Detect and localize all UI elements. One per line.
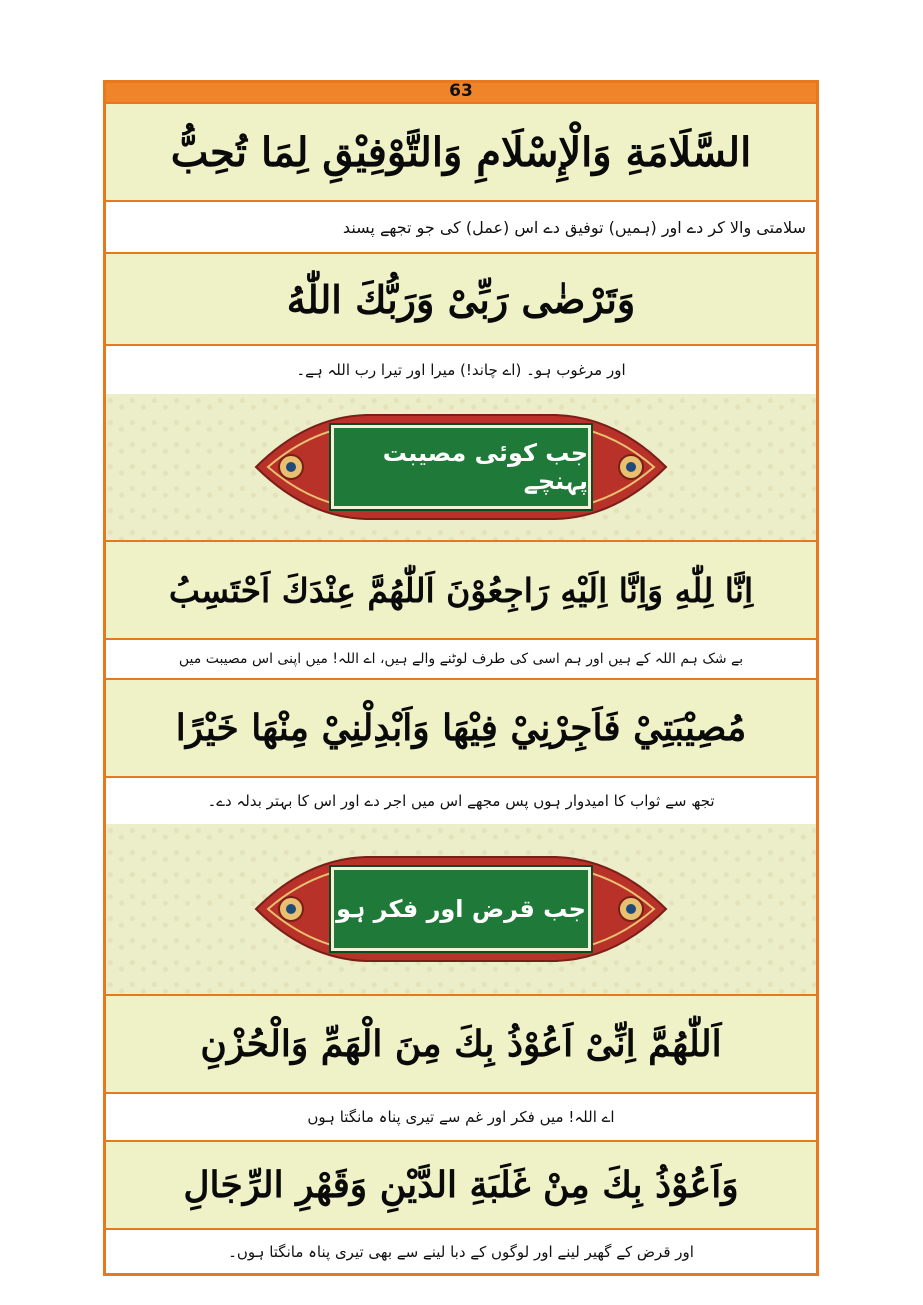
ornament-panel-2 <box>106 824 816 994</box>
urdu-translation-5: اے اللہ! میں فکر اور غم سے تیری پناہ مانگتا ہوں <box>106 1094 816 1140</box>
page-header-bar <box>106 83 816 102</box>
urdu-translation-4: تجھ سے ثواب کا امیدوار ہوں پس مجھے اس میں اجر دے اور اس کا بہتر بدلہ دے۔ <box>106 778 816 824</box>
arabic-line-3: اِنَّا لِلّٰهِ وَاِنَّا اِلَيْهِ رَاجِعُوْنَ اَللّٰهُمَّ عِنْدَكَ اَحْتَسِبُ <box>106 540 816 640</box>
arabic-line-6: وَاَعُوْذُ بِكَ مِنْ غَلَبَةِ الدَّيْنِ وَقَهْرِ الرِّجَالِ <box>106 1140 816 1230</box>
heading-medallion <box>246 849 676 969</box>
page-number: 63 <box>449 81 473 101</box>
book-page <box>103 80 819 1276</box>
heading-medallion <box>246 407 676 527</box>
arabic-line-5: اَللّٰهُمَّ اِنِّیْ اَعُوْذُ بِكَ مِنَ الْهَمِّ وَالْحُزْنِ <box>106 994 816 1094</box>
urdu-translation-1: سلامتی والا کر دے اور (ہمیں) توفیق دے اس (عمل) کی جو تجھے پسند <box>106 202 816 252</box>
arabic-line-4: مُصِيْبَتِيْ فَاَجِرْنِيْ فِيْهَا وَاَبْدِلْنِيْ مِنْهَا خَيْرًا <box>106 678 816 778</box>
ornament-panel-1 <box>106 394 816 540</box>
urdu-translation-2: اور مرغوب ہو۔ (اے چاند!) میرا اور تیرا رب اللہ ہے۔ <box>106 346 816 394</box>
arabic-line-1: السَّلَامَةِ وَالْإِسْلَامِ وَالتَّوْفِيْقِ لِمَا تُحِبُّ <box>106 102 816 202</box>
urdu-translation-6: اور قرض کے گھیر لینے اور لوگوں کے دبا لینے سے بھی تیری پناہ مانگتا ہوں۔ <box>106 1230 816 1273</box>
arabic-line-2: وَتَرْضٰی رَبِّیْ وَرَبُّكَ اللّٰهُ <box>106 252 816 346</box>
urdu-translation-3: بے شک ہم اللہ کے ہیں اور ہم اسی کی طرف لوٹنے والے ہیں، اے اللہ! میں اپنی اس مصیبت میں <box>106 640 816 678</box>
section-heading-2: جب قرض اور فکر ہو <box>331 867 591 951</box>
section-heading-1: جب کوئی مصیبت پہنچے <box>331 425 591 509</box>
